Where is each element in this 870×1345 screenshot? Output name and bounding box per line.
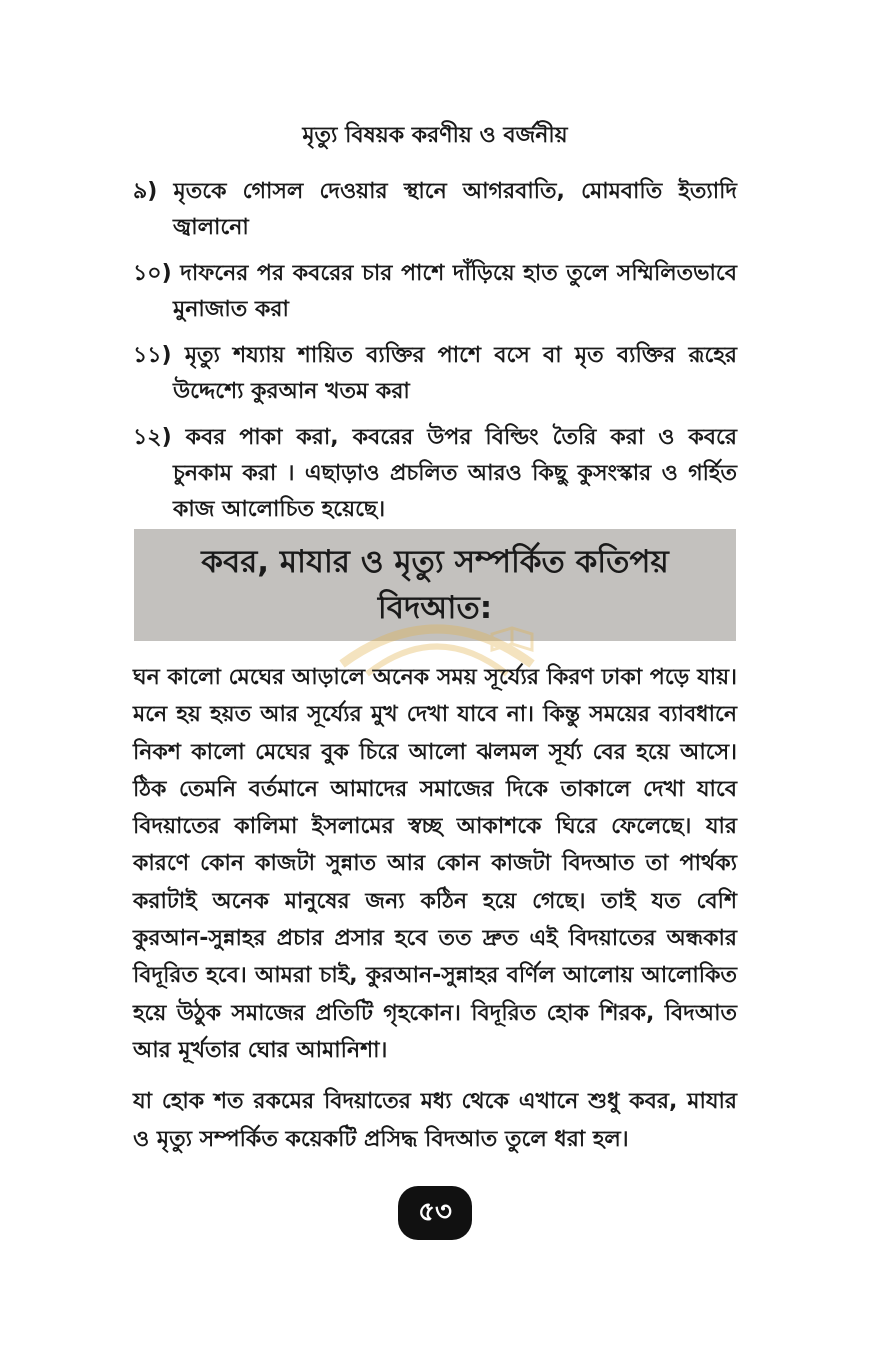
list-item-text: ১১) মৃত্যু শয্যায় শায়িত ব্যক্তির পাশে বসে বা মৃত ব্যক্তির রূহের উদ্দেশ্যে কুরআন খতম করা	[133, 343, 737, 404]
running-head: মৃত্যু বিষয়ক করণীয় ও বর্জনীয়	[302, 123, 568, 148]
page-number: ৫৩	[398, 1186, 472, 1240]
body-text	[133, 659, 737, 1172]
list-item-text: ১২) কবর পাকা করা, কবরের উপর বিল্ডিং তৈরি করা ও কবরে চুনকাম করা । এছাড়াও প্রচলিত আরও কিছু কুসংস্কার ও গর্হিত কাজ আলোচিত হয়েছে।	[133, 425, 737, 522]
bidat-list	[133, 174, 737, 538]
list-item	[133, 420, 737, 528]
list-item-text: ৯) মৃতকে গোসল দেওয়ার স্থানে আগরবাতি, মোমবাতি ইত্যাদি জ্বালানো	[133, 179, 737, 240]
list-item	[133, 338, 737, 410]
list-item-text: ১০) দাফনের পর কবরের চার পাশে দাঁড়িয়ে হাত তুলে সম্মিলিতভাবে মুনাজাত করা	[133, 261, 737, 322]
paragraph: ঘন কালো মেঘের আড়ালে অনেক সময় সূর্য্যের কিরণ ঢাকা পড়ে যায়। মনে হয় হয়ত আর সূর্য্যের মুখ দেখা যাবে না। কিন্তু সময়ের ব্যাবধানে নিকশ কালো মেঘের বুক চিরে আলো ঝলমল সূর্য্য বের হয়ে আসে। ঠিক তেমনি বর্তমানে আমাদের সমাজের দিকে তাকালে দেখা যাবে বিদয়াতের কালিমা ইসলামের স্বচ্ছ আকাশকে ঘিরে ফেলেছে। যার কারণে কোন কাজটা সুন্নাত আর কোন কাজটা বিদআত তা পার্থক্য করাটাই অনেক মানুষের জন্য কঠিন হয়ে গেছে। তাই যত বেশি কুরআন-সুন্নাহর প্রচার প্রসার হবে তত দ্রুত এই বিদয়াতের অন্ধকার বিদূরিত হবে। আমরা চাই, কুরআন-সুন্নাহর বর্ণিল আলোয় আলোকিত হয়ে উঠুক সমাজের প্রতিটি গৃহকোন। বিদূরিত হোক শিরক, বিদআত আর মূর্খতার ঘোর আমানিশা।	[133, 665, 737, 1063]
list-item	[133, 174, 737, 246]
paragraph: যা হোক শত রকমের বিদয়াতের মধ্য থেকে এখানে শুধু কবর, মাযার ও মৃত্যু সম্পর্কিত কয়েকটি প্রসিদ্ধ বিদআত তুলে ধরা হল।	[133, 1089, 737, 1152]
section-heading: কবর, মাযার ও মৃত্যু সম্পর্কিত কতিপয় বিদআত:	[201, 544, 669, 626]
list-item	[133, 256, 737, 328]
